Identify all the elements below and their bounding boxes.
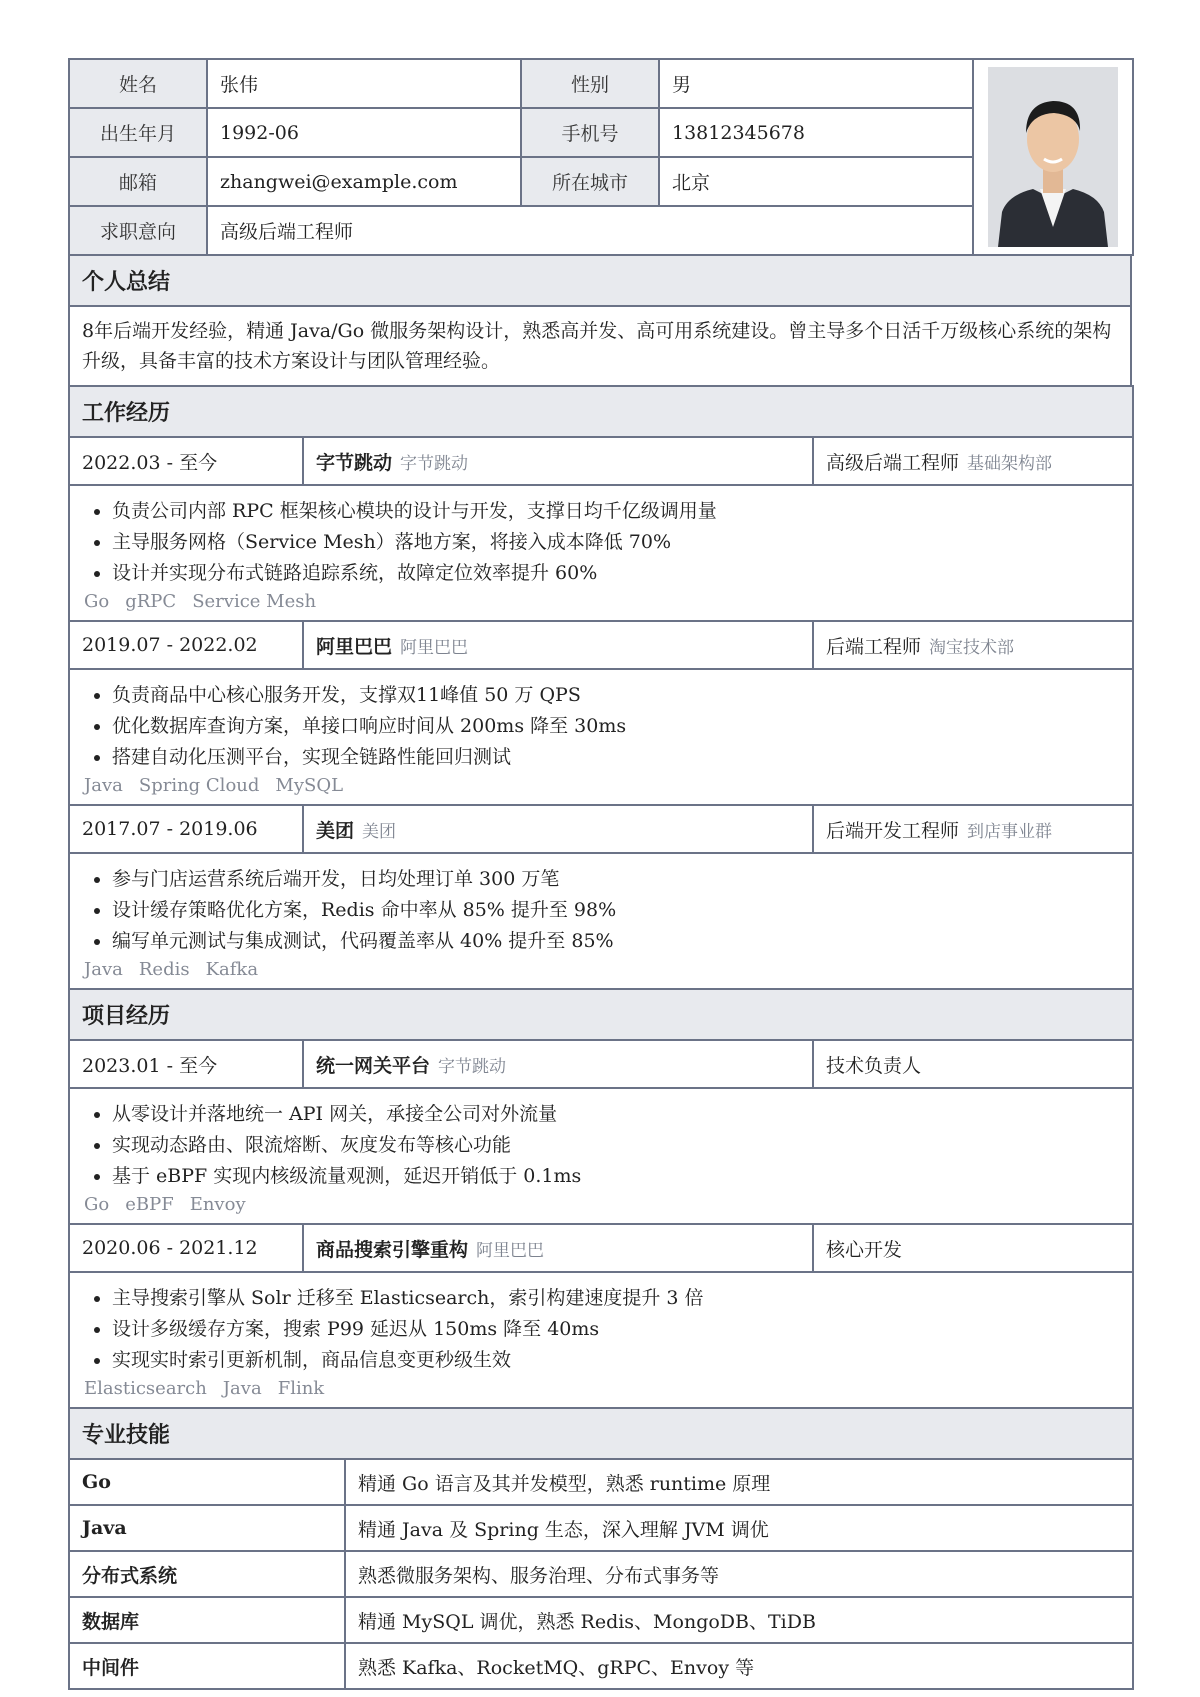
tech-tag: Redis bbox=[138, 959, 190, 980]
work-title-cell bbox=[303, 621, 813, 669]
work-period: 2017.07 - 2019.06 bbox=[69, 805, 303, 853]
work-title-cell bbox=[303, 805, 813, 853]
project-role-cell bbox=[813, 1040, 1133, 1088]
list-item: • 基于 eBPF 实现内核级流量观测，延迟开销低于 0.1ms bbox=[112, 1161, 1120, 1192]
birth-value: 1992-06 bbox=[207, 108, 521, 157]
project-title-cell bbox=[303, 1224, 813, 1272]
list-item: • 负责公司内部 RPC 框架核心模块的设计与开发，支撑日均千亿级调用量 bbox=[112, 496, 1120, 527]
project-name: 商品搜索引擎重构 bbox=[316, 1238, 469, 1261]
list-item: • 优化数据库查询方案，单接口响应时间从 200ms 降至 30ms bbox=[112, 711, 1120, 742]
skill-desc: 精通 MySQL 调优，熟悉 Redis、MongoDB、TiDB bbox=[345, 1597, 1133, 1643]
birth-label: 出生年月 bbox=[69, 108, 207, 157]
list-item: • 编写单元测试与集成测试，代码覆盖率从 40% 提升至 85% bbox=[112, 926, 1120, 957]
work-role-cell bbox=[813, 437, 1133, 485]
list-item: • 设计缓存策略优化方案，Redis 命中率从 85% 提升至 98% bbox=[112, 895, 1120, 926]
list-item: • 负责商品中心核心服务开发，支撑双11峰值 50 万 QPS bbox=[112, 680, 1120, 711]
work-title-cell bbox=[303, 437, 813, 485]
project-org: 阿里巴巴 bbox=[476, 1240, 545, 1261]
gender-value: 男 bbox=[659, 59, 973, 108]
work-heading: 工作经历 bbox=[69, 386, 1133, 437]
tech-tag: Java bbox=[222, 1378, 262, 1399]
tech-tag: Go bbox=[84, 591, 110, 612]
project-title-cell bbox=[303, 1040, 813, 1088]
skill-desc: 精通 Go 语言及其并发模型，熟悉 runtime 原理 bbox=[345, 1459, 1133, 1505]
tech-tag: Java bbox=[84, 775, 123, 796]
photo-cell bbox=[973, 59, 1133, 255]
summary-heading: 个人总结 bbox=[69, 255, 1131, 306]
work-bullets bbox=[84, 680, 1120, 773]
project-details bbox=[69, 1088, 1133, 1224]
work-org: 美团 bbox=[362, 821, 397, 842]
tech-tag: Flink bbox=[277, 1378, 325, 1399]
project-bullets bbox=[84, 1099, 1120, 1192]
work-org: 字节跳动 bbox=[400, 453, 469, 474]
gender-label: 性别 bbox=[521, 59, 659, 108]
intent-value: 高级后端工程师 bbox=[207, 206, 973, 255]
list-item: • 从零设计并落地统一 API 网关，承接全公司对外流量 bbox=[112, 1099, 1120, 1130]
work-role-cell bbox=[813, 621, 1133, 669]
project-name: 统一网关平台 bbox=[316, 1054, 431, 1077]
skill-desc: 熟悉 Kafka、RocketMQ、gRPC、Envoy 等 bbox=[345, 1643, 1133, 1689]
project-table bbox=[68, 988, 1134, 1409]
work-dept: 基础架构部 bbox=[967, 453, 1053, 474]
tech-tag: MySQL bbox=[275, 775, 344, 796]
skill-table bbox=[68, 1407, 1134, 1690]
skill-name: Go bbox=[69, 1459, 345, 1505]
project-role: 核心开发 bbox=[826, 1238, 903, 1261]
email-label: 邮箱 bbox=[69, 157, 207, 206]
project-tags bbox=[84, 1194, 1120, 1215]
tech-tag: Java bbox=[84, 959, 123, 980]
summary-table bbox=[68, 254, 1132, 387]
project-bullets bbox=[84, 1283, 1120, 1376]
skill-name: 分布式系统 bbox=[69, 1551, 345, 1597]
work-table bbox=[68, 385, 1134, 990]
city-label: 所在城市 bbox=[521, 157, 659, 206]
work-bullets bbox=[84, 496, 1120, 589]
name-label: 姓名 bbox=[69, 59, 207, 108]
project-role-cell bbox=[813, 1224, 1133, 1272]
work-org: 阿里巴巴 bbox=[400, 637, 469, 658]
project-details bbox=[69, 1272, 1133, 1408]
phone-label: 手机号 bbox=[521, 108, 659, 157]
work-details bbox=[69, 853, 1133, 989]
profile-photo bbox=[988, 67, 1118, 247]
work-role: 高级后端工程师 bbox=[826, 451, 960, 474]
skill-desc: 熟悉微服务架构、服务治理、分布式事务等 bbox=[345, 1551, 1133, 1597]
tech-tag: gRPC bbox=[125, 591, 177, 612]
project-org: 字节跳动 bbox=[438, 1056, 507, 1077]
work-tags bbox=[84, 591, 1120, 612]
project-role: 技术负责人 bbox=[826, 1054, 922, 1077]
list-item: • 搭建自动化压测平台，实现全链路性能回归测试 bbox=[112, 742, 1120, 773]
work-tags bbox=[84, 959, 1120, 980]
tech-tag: Envoy bbox=[189, 1194, 246, 1215]
list-item: • 参与门店运营系统后端开发，日均处理订单 300 万笔 bbox=[112, 864, 1120, 895]
work-tags bbox=[84, 775, 1120, 796]
list-item: • 主导服务网格（Service Mesh）落地方案，将接入成本降低 70% bbox=[112, 527, 1120, 558]
list-item: • 实现动态路由、限流熔断、灰度发布等核心功能 bbox=[112, 1130, 1120, 1161]
resume bbox=[68, 58, 1132, 1690]
project-period: 2020.06 - 2021.12 bbox=[69, 1224, 303, 1272]
skill-heading: 专业技能 bbox=[69, 1408, 1133, 1459]
list-item: • 设计并实现分布式链路追踪系统，故障定位效率提升 60% bbox=[112, 558, 1120, 589]
project-tags bbox=[84, 1378, 1120, 1399]
tech-tag: Spring Cloud bbox=[138, 775, 260, 796]
intent-label: 求职意向 bbox=[69, 206, 207, 255]
work-role: 后端开发工程师 bbox=[826, 819, 960, 842]
city-value: 北京 bbox=[659, 157, 973, 206]
skill-name: Java bbox=[69, 1505, 345, 1551]
table-row bbox=[69, 1459, 1133, 1505]
work-role: 后端工程师 bbox=[826, 635, 922, 658]
work-details bbox=[69, 669, 1133, 805]
skill-desc: 精通 Java 及 Spring 生态，深入理解 JVM 调优 bbox=[345, 1505, 1133, 1551]
work-name: 美团 bbox=[316, 819, 355, 842]
email-value: zhangwei@example.com bbox=[207, 157, 521, 206]
project-heading: 项目经历 bbox=[69, 989, 1133, 1040]
table-row bbox=[69, 1551, 1133, 1597]
work-name: 字节跳动 bbox=[316, 451, 393, 474]
portrait-image bbox=[988, 67, 1118, 247]
list-item: • 设计多级缓存方案，搜索 P99 延迟从 150ms 降至 40ms bbox=[112, 1314, 1120, 1345]
name-value: 张伟 bbox=[207, 59, 521, 108]
phone-value: 13812345678 bbox=[659, 108, 973, 157]
tech-tag: Kafka bbox=[205, 959, 259, 980]
work-dept: 淘宝技术部 bbox=[929, 637, 1015, 658]
skill-name: 数据库 bbox=[69, 1597, 345, 1643]
work-dept: 到店事业群 bbox=[967, 821, 1053, 842]
tech-tag: Service Mesh bbox=[192, 591, 317, 612]
work-period: 2022.03 - 至今 bbox=[69, 437, 303, 485]
list-item: • 主导搜索引擎从 Solr 迁移至 Elasticsearch，索引构建速度提升 3 倍 bbox=[112, 1283, 1120, 1314]
tech-tag: eBPF bbox=[125, 1194, 174, 1215]
work-details bbox=[69, 485, 1133, 621]
table-row bbox=[69, 1505, 1133, 1551]
work-role-cell bbox=[813, 805, 1133, 853]
list-item: • 实现实时索引更新机制，商品信息变更秒级生效 bbox=[112, 1345, 1120, 1376]
table-row bbox=[69, 1597, 1133, 1643]
table-row bbox=[69, 1643, 1133, 1689]
skill-name: 中间件 bbox=[69, 1643, 345, 1689]
basic-info-table bbox=[68, 58, 1134, 256]
tech-tag: Elasticsearch bbox=[84, 1378, 207, 1399]
work-bullets bbox=[84, 864, 1120, 957]
work-name: 阿里巴巴 bbox=[316, 635, 393, 658]
summary-text: 8年后端开发经验，精通 Java/Go 微服务架构设计，熟悉高并发、高可用系统建设。曾主导多个日活千万级核心系统的架构升级，具备丰富的技术方案设计与团队管理经验。 bbox=[69, 306, 1131, 386]
work-period: 2019.07 - 2022.02 bbox=[69, 621, 303, 669]
project-period: 2023.01 - 至今 bbox=[69, 1040, 303, 1088]
tech-tag: Go bbox=[84, 1194, 110, 1215]
